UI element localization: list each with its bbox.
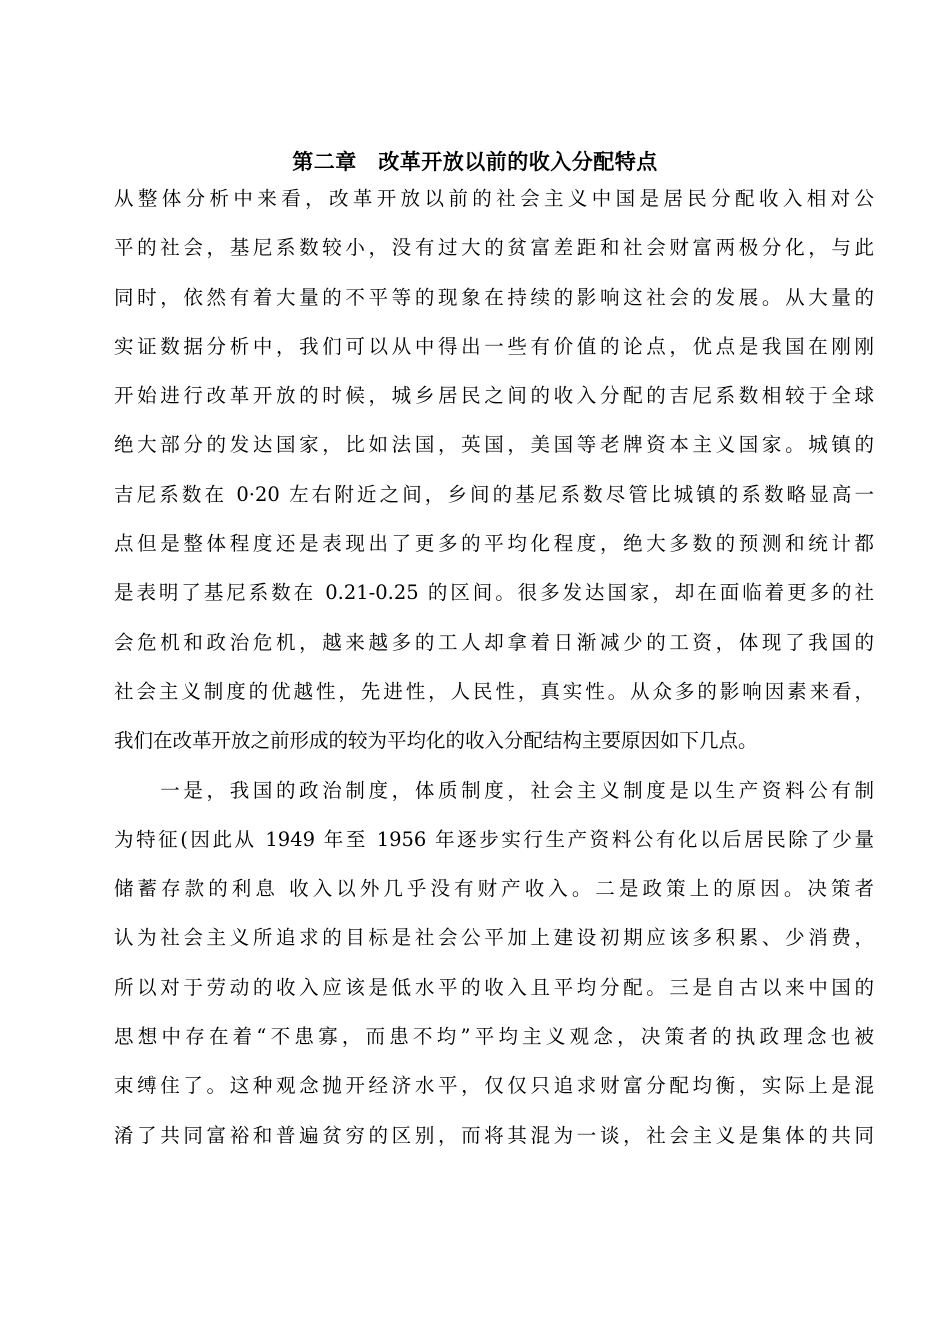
text-line: 从整体分析中来看，改革开放以前的社会主义中国是居民分配收入相对公 xyxy=(114,187,874,210)
text-line: 思想中存在着“不患寡，而患不均”平均主义观念，决策者的执政理念也被 xyxy=(114,1025,874,1049)
text-line: 一是，我国的政治制度，体质制度，社会主义制度是以生产资料公有制 xyxy=(114,778,874,802)
text-line: 实证数据分析中，我们可以从中得出一些有价值的论点，优点是我国在刚刚 xyxy=(114,334,874,358)
text-line: 平的社会，基尼系数较小，没有过大的贫富差距和社会财富两极分化，与此 xyxy=(114,236,874,260)
text-line: 开始进行改革开放的时候，城乡居民之间的收入分配的吉尼系数相较于全球 xyxy=(114,384,874,408)
text-line: 储蓄存款的利息 收入以外几乎没有财产收入。二是政策上的原因。决策者 xyxy=(114,877,874,901)
text-line: 绝大部分的发达国家，比如法国，英国，美国等老牌资本主义国家。城镇的 xyxy=(114,433,874,457)
body-text xyxy=(114,174,874,1160)
text-line: 吉尼系数在 0·20 左右附近之间，乡间的基尼系数尽管比城镇的系数略显高一 xyxy=(114,482,874,506)
text-line: 同时，依然有着大量的不平等的现象在持续的影响这社会的发展。从大量的 xyxy=(114,285,874,309)
text-line: 所以对于劳动的收入应该是低水平的收入且平均分配。三是自古以来中国的 xyxy=(114,975,874,999)
text-line: 为特征(因此从 1949 年至 1956 年逐步实行生产资料公有化以后居民除了少量 xyxy=(114,827,874,851)
text-line: 淆了共同富裕和普遍贫穷的区别，而将其混为一谈，社会主义是集体的共同 xyxy=(114,1123,874,1147)
text-line: 束缚住了。这种观念抛开经济水平，仅仅只追求财富分配均衡，实际上是混 xyxy=(114,1074,874,1098)
chapter-title: 第二章 改革开放以前的收入分配特点 xyxy=(292,149,658,174)
text-line: 会危机和政治危机，越来越多的工人却拿着日渐减少的工资，体现了我国的 xyxy=(114,630,874,654)
text-line: 社会主义制度的优越性，先进性，人民性，真实性。从众多的影响因素来看， xyxy=(114,679,874,703)
text-line: 我们在改革开放之前形成的较为平均化的收入分配结构主要原因如下几点。 xyxy=(114,729,758,753)
text-line: 点但是整体程度还是表现出了更多的平均化程度，绝大多数的预测和统计都 xyxy=(114,532,874,556)
text-line: 是表明了基尼系数在 0.21-0.25 的区间。很多发达国家，却在面临着更多的社 xyxy=(114,581,874,605)
text-line: 认为社会主义所追求的目标是社会公平加上建设初期应该多积累、少消费， xyxy=(114,926,874,950)
